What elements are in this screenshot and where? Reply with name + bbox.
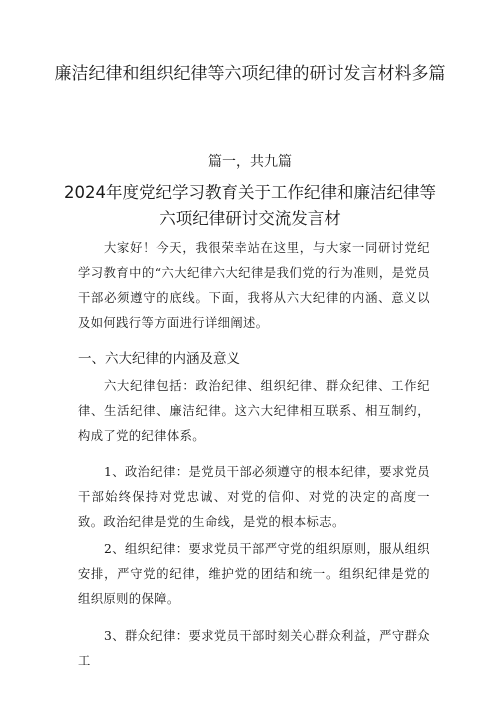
article-title: 2024年度党纪学习教育关于工作纪律和廉洁纪律等六项纪律研讨交流发言材 [64,183,436,228]
section-paragraph: 六大纪律包括：政治纪律、组织纪律、群众纪律、工作纪律、生活纪律、廉洁纪律。这六大纪律相互联系、相互制约，构成了党的纪律体系。 [78,379,430,443]
intro-paragraph: 大家好！今天，我很荣幸站在这里，与大家一同研讨党纪学习教育中的“六大纪律六大纪律是我们党的行为准则，是党员干部必须遵守的底线。下面，我将从六大纪律的内涵、意义以及如何践行等方面进行详细阐述。 [78,241,430,330]
list-item-mass-discipline: 3、群众纪律：要求党员干部时刻关心群众利益，严守群众工 [78,629,430,668]
document-title: 廉洁纪律和组织纪律等六项纪律的研讨发言材料多篇 [54,64,446,84]
list-item-organizational-discipline: 2、组织纪律：要求党员干部严守党的组织原则，服从组织安排，严守党的纪律，维护党的团结和统一。组织纪律是党的组织原则的保障。 [78,542,430,606]
part-label: 篇一，共九篇 [208,154,292,170]
list-item-political-discipline: 1、政治纪律：是党员干部必须遵守的根本纪律，要求党员干部始终保持对党忠诚、对党的信仰、对党的决定的高度一致。政治纪律是党的生命线，是党的根本标志。 [78,465,430,529]
section-heading: 一、六大纪律的内涵及意义 [78,351,240,367]
